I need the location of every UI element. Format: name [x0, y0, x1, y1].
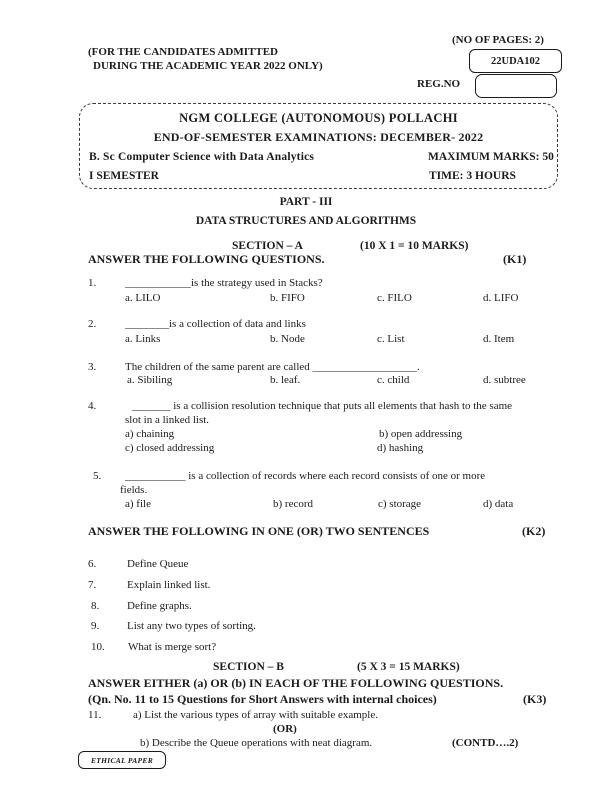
- q1-option-a: a. LILO: [125, 292, 161, 304]
- section-b-instruction1: ANSWER EITHER (a) OR (b) IN EACH OF THE FOLLOWING QUESTIONS.: [88, 676, 504, 690]
- q10-text: What is merge sort?: [128, 641, 217, 653]
- section-a-k-level: (K1): [503, 252, 527, 266]
- q9-text: List any two types of sorting.: [127, 620, 256, 632]
- semester-label: I SEMESTER: [89, 170, 159, 182]
- q6-number: 6.: [88, 558, 97, 570]
- section-b-heading: SECTION – B: [213, 661, 284, 673]
- q8-text: Define graphs.: [127, 600, 192, 612]
- q2-number: 2.: [88, 318, 97, 330]
- q9-number: 9.: [91, 620, 100, 632]
- reg-no-field: [475, 74, 557, 98]
- q5-text-line1: ___________ is a collection of records where each record consists of one or more: [125, 470, 486, 482]
- section-a-heading: SECTION – A: [232, 240, 303, 252]
- q5-text-line2: fields.: [120, 484, 148, 496]
- q4-text-line1: _______ is a collision resolution technique that puts all elements that hash to the same: [132, 400, 513, 412]
- section-b-instruction2: (Qn. No. 11 to 15 Questions for Short Answers with internal choices): [88, 692, 437, 706]
- q2-option-a: a. Links: [125, 333, 161, 345]
- q4-option-d: d) hashing: [377, 442, 424, 454]
- section-a-marks: (10 X 1 = 10 MARKS): [360, 240, 469, 252]
- no-of-pages-label: (NO OF PAGES: 2): [452, 34, 544, 46]
- q4-option-a: a) chaining: [125, 428, 175, 440]
- q10-number: 10.: [91, 641, 105, 653]
- q7-text: Explain linked list.: [127, 579, 211, 591]
- q5-option-d: d) data: [483, 498, 514, 510]
- q11-or-label: (OR): [273, 723, 297, 735]
- ethical-paper-label: ETHICAL PAPER: [90, 755, 154, 765]
- k2-level: (K2): [522, 524, 546, 538]
- q11-number: 11.: [88, 709, 102, 721]
- section-b-k-level: (K3): [523, 692, 547, 706]
- part-title: PART - III: [279, 196, 333, 208]
- q11-option-a-text: a) List the various types of array with suitable example.: [133, 709, 378, 721]
- section-b-marks: (5 X 3 = 15 MARKS): [357, 661, 460, 673]
- q3-number: 3.: [88, 361, 97, 373]
- q1-text: ____________is the strategy used in Stacks?: [125, 277, 323, 289]
- programme-name: B. Sc Computer Science with Data Analytics: [89, 151, 315, 163]
- exam-title: END-OF-SEMESTER EXAMINATIONS: DECEMBER- 2022: [153, 130, 484, 144]
- q2-option-c: c. List: [377, 333, 405, 345]
- q7-number: 7.: [88, 579, 97, 591]
- q5-number: 5.: [93, 470, 102, 482]
- q2-text: ________is a collection of data and links: [125, 318, 306, 330]
- q2-option-b: b. Node: [270, 333, 305, 345]
- q8-number: 8.: [91, 600, 100, 612]
- admitted-note-line1: (FOR THE CANDIDATES ADMITTED: [88, 46, 278, 58]
- q2-option-d: d. Item: [483, 333, 515, 345]
- college-name: NGM COLLEGE (AUTONOMOUS) POLLACHI: [179, 111, 458, 125]
- contd-label: (CONTD….2): [452, 737, 519, 749]
- q4-option-c: c) closed addressing: [125, 442, 215, 454]
- q5-option-b: b) record: [273, 498, 314, 510]
- q6-text: Define Queue: [127, 558, 189, 570]
- q3-option-a: a. Sibiling: [127, 374, 173, 386]
- q1-option-b: b. FIFO: [270, 292, 305, 304]
- q3-option-c: c. child: [377, 374, 410, 386]
- q3-option-b: b. leaf.: [270, 374, 301, 386]
- q4-text-line2: slot in a linked list.: [125, 414, 210, 426]
- q5-option-a: a) file: [125, 498, 151, 510]
- course-code: 22UDA102: [491, 55, 540, 67]
- section-a-instruction: ANSWER THE FOLLOWING QUESTIONS.: [88, 252, 325, 266]
- q4-number: 4.: [88, 400, 97, 412]
- k2-instruction: ANSWER THE FOLLOWING IN ONE (OR) TWO SENTENCES: [88, 524, 430, 538]
- q5-option-c: c) storage: [378, 498, 422, 510]
- time-label: TIME: 3 HOURS: [429, 170, 516, 182]
- maximum-marks: MAXIMUM MARKS: 50: [428, 151, 554, 163]
- q1-option-d: d. LIFO: [483, 292, 519, 304]
- q1-number: 1.: [88, 277, 97, 289]
- subject-title: DATA STRUCTURES AND ALGORITHMS: [195, 215, 417, 227]
- q4-option-b: b) open addressing: [379, 428, 463, 440]
- q11-option-b-text: b) Describe the Queue operations with neat diagram.: [140, 737, 373, 749]
- exam-header-box: [79, 103, 558, 189]
- q1-option-c: c. FILO: [377, 292, 412, 304]
- course-code-box: [469, 49, 562, 73]
- reg-no-label: REG.NO: [417, 78, 461, 90]
- q3-text: The children of the same parent are called ___________________.: [125, 361, 420, 373]
- ethical-paper-badge: [78, 751, 166, 769]
- q3-option-d: d. subtree: [483, 374, 526, 386]
- admitted-note-line2: DURING THE ACADEMIC YEAR 2022 ONLY): [93, 60, 323, 72]
